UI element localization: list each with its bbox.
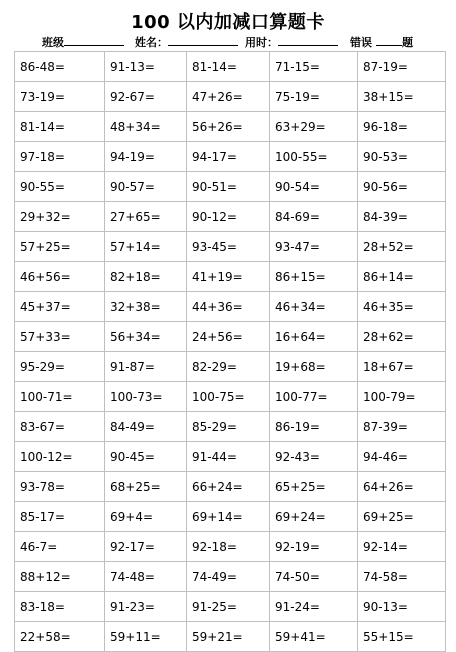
problem-cell[interactable]: 95-29= — [15, 352, 105, 382]
time-label: 用时： — [245, 36, 278, 49]
name-field — [135, 34, 238, 50]
errors-blank[interactable] — [376, 35, 402, 46]
problem-cell[interactable]: 82+18= — [105, 262, 187, 292]
table-row — [15, 172, 446, 202]
problem-cell[interactable]: 90-54= — [270, 172, 358, 202]
problem-cell[interactable]: 84-49= — [105, 412, 187, 442]
problem-cell[interactable]: 82-29= — [187, 352, 270, 382]
problem-cell[interactable]: 91-23= — [105, 592, 187, 622]
name-blank[interactable] — [168, 35, 238, 46]
table-row — [15, 592, 446, 622]
page-title: 100 以内加减口算题卡 — [131, 12, 325, 33]
errors-suffix: 题 — [402, 36, 413, 49]
problem-cell[interactable]: 100-55= — [270, 142, 358, 172]
class-blank[interactable] — [64, 35, 124, 46]
problem-cell[interactable]: 88+12= — [15, 562, 105, 592]
table-row — [15, 442, 446, 472]
problem-cell[interactable]: 64+26= — [358, 472, 446, 502]
problem-cell[interactable]: 44+36= — [187, 292, 270, 322]
problem-cell[interactable]: 92-67= — [105, 82, 187, 112]
problem-cell[interactable]: 59+11= — [105, 622, 187, 652]
problem-cell[interactable]: 63+29= — [270, 112, 358, 142]
problem-cell[interactable]: 91-25= — [187, 592, 270, 622]
table-row — [15, 532, 446, 562]
time-blank[interactable] — [278, 35, 338, 46]
problem-cell[interactable]: 55+15= — [358, 622, 446, 652]
table-row — [15, 52, 446, 82]
problem-cell[interactable]: 69+14= — [187, 502, 270, 532]
problem-cell[interactable]: 90-51= — [187, 172, 270, 202]
problem-cell[interactable]: 46+34= — [270, 292, 358, 322]
table-row — [15, 352, 446, 382]
problem-cell[interactable]: 97-18= — [15, 142, 105, 172]
problem-cell[interactable]: 16+64= — [270, 322, 358, 352]
problem-cell[interactable]: 32+38= — [105, 292, 187, 322]
problem-cell[interactable]: 83-18= — [15, 592, 105, 622]
errors-field — [350, 34, 413, 50]
problem-cell[interactable]: 81-14= — [187, 52, 270, 82]
problem-cell[interactable]: 100-75= — [187, 382, 270, 412]
problem-cell[interactable]: 93-45= — [187, 232, 270, 262]
problem-cell[interactable]: 94-19= — [105, 142, 187, 172]
problem-cell[interactable]: 48+34= — [105, 112, 187, 142]
table-row — [15, 292, 446, 322]
problem-cell[interactable]: 65+25= — [270, 472, 358, 502]
errors-label: 错误 — [350, 36, 372, 49]
problem-cell[interactable]: 85-17= — [15, 502, 105, 532]
problem-cell[interactable]: 69+4= — [105, 502, 187, 532]
problem-cell[interactable]: 96-18= — [358, 112, 446, 142]
problem-cell[interactable]: 27+65= — [105, 202, 187, 232]
problem-cell[interactable]: 91-44= — [187, 442, 270, 472]
problem-cell[interactable]: 47+26= — [187, 82, 270, 112]
name-label: 姓名： — [135, 36, 168, 49]
problem-cell[interactable]: 46+35= — [358, 292, 446, 322]
problem-cell[interactable]: 46-7= — [15, 532, 105, 562]
problem-cell[interactable]: 92-18= — [187, 532, 270, 562]
problem-cell[interactable]: 92-19= — [270, 532, 358, 562]
problem-cell[interactable]: 69+24= — [270, 502, 358, 532]
problem-cell[interactable]: 29+32= — [15, 202, 105, 232]
problem-cell[interactable]: 90-55= — [15, 172, 105, 202]
problem-cell[interactable]: 93-78= — [15, 472, 105, 502]
table-row — [15, 412, 446, 442]
table-row — [15, 142, 446, 172]
table-row — [15, 112, 446, 142]
problem-cell[interactable]: 91-24= — [270, 592, 358, 622]
problem-cell[interactable]: 74-58= — [358, 562, 446, 592]
problem-cell[interactable]: 91-87= — [105, 352, 187, 382]
problem-cell[interactable]: 90-57= — [105, 172, 187, 202]
problem-cell[interactable]: 75-19= — [270, 82, 358, 112]
problem-cell[interactable]: 46+56= — [15, 262, 105, 292]
problem-cell[interactable]: 84-39= — [358, 202, 446, 232]
problem-cell[interactable]: 100-77= — [270, 382, 358, 412]
problem-cell[interactable]: 100-12= — [15, 442, 105, 472]
problem-cell[interactable]: 92-17= — [105, 532, 187, 562]
problem-cell[interactable]: 57+14= — [105, 232, 187, 262]
info-row — [0, 34, 456, 50]
problem-cell[interactable]: 100-79= — [358, 382, 446, 412]
table-row — [15, 202, 446, 232]
problem-cell[interactable]: 92-14= — [358, 532, 446, 562]
problem-cell[interactable]: 28+52= — [358, 232, 446, 262]
problem-cell[interactable]: 71-15= — [270, 52, 358, 82]
problem-cell[interactable]: 59+41= — [270, 622, 358, 652]
problem-cell[interactable]: 74-49= — [187, 562, 270, 592]
problem-cell[interactable]: 86+14= — [358, 262, 446, 292]
table-row — [15, 562, 446, 592]
problem-cell[interactable]: 59+21= — [187, 622, 270, 652]
problem-cell[interactable]: 86-48= — [15, 52, 105, 82]
problem-cell[interactable]: 90-56= — [358, 172, 446, 202]
problem-cell[interactable]: 56+26= — [187, 112, 270, 142]
problem-cell[interactable]: 28+62= — [358, 322, 446, 352]
problem-cell[interactable]: 41+19= — [187, 262, 270, 292]
class-field — [42, 34, 124, 50]
table-row — [15, 322, 446, 352]
problem-cell[interactable]: 90-12= — [187, 202, 270, 232]
table-row — [15, 232, 446, 262]
problem-cell[interactable]: 66+24= — [187, 472, 270, 502]
problem-cell[interactable]: 19+68= — [270, 352, 358, 382]
problem-cell[interactable]: 24+56= — [187, 322, 270, 352]
problem-cell[interactable]: 56+34= — [105, 322, 187, 352]
problem-cell[interactable]: 22+58= — [15, 622, 105, 652]
problem-cell[interactable]: 74-50= — [270, 562, 358, 592]
problem-cell[interactable]: 93-47= — [270, 232, 358, 262]
problem-table — [14, 51, 446, 652]
problem-cell[interactable]: 68+25= — [105, 472, 187, 502]
problem-cell[interactable]: 38+15= — [358, 82, 446, 112]
table-row — [15, 382, 446, 412]
table-row — [15, 472, 446, 502]
problem-cell[interactable]: 86+15= — [270, 262, 358, 292]
problem-cell[interactable]: 74-48= — [105, 562, 187, 592]
problem-cell[interactable]: 57+25= — [15, 232, 105, 262]
problem-cell[interactable]: 81-14= — [15, 112, 105, 142]
problem-cell[interactable]: 92-43= — [270, 442, 358, 472]
problem-cell[interactable]: 45+37= — [15, 292, 105, 322]
problem-cell[interactable]: 69+25= — [358, 502, 446, 532]
problem-cell[interactable]: 87-39= — [358, 412, 446, 442]
problem-cell[interactable]: 100-71= — [15, 382, 105, 412]
problem-cell[interactable]: 18+67= — [358, 352, 446, 382]
problem-cell[interactable]: 83-67= — [15, 412, 105, 442]
problem-cell[interactable]: 73-19= — [15, 82, 105, 112]
table-row — [15, 82, 446, 112]
problem-cell[interactable]: 100-73= — [105, 382, 187, 412]
problem-cell[interactable]: 84-69= — [270, 202, 358, 232]
problem-cell[interactable]: 87-19= — [358, 52, 446, 82]
problem-cell[interactable]: 85-29= — [187, 412, 270, 442]
problem-cell[interactable]: 94-17= — [187, 142, 270, 172]
problem-cell[interactable]: 90-53= — [358, 142, 446, 172]
class-label: 班级 — [42, 36, 64, 49]
problem-cell[interactable]: 94-46= — [358, 442, 446, 472]
problem-cell[interactable]: 90-45= — [105, 442, 187, 472]
table-row — [15, 262, 446, 292]
problem-cell[interactable]: 86-19= — [270, 412, 358, 442]
problem-table-body — [15, 52, 446, 652]
table-row — [15, 502, 446, 532]
problem-cell[interactable]: 57+33= — [15, 322, 105, 352]
time-field — [245, 34, 338, 50]
problem-cell[interactable]: 90-13= — [358, 592, 446, 622]
problem-cell[interactable]: 91-13= — [105, 52, 187, 82]
